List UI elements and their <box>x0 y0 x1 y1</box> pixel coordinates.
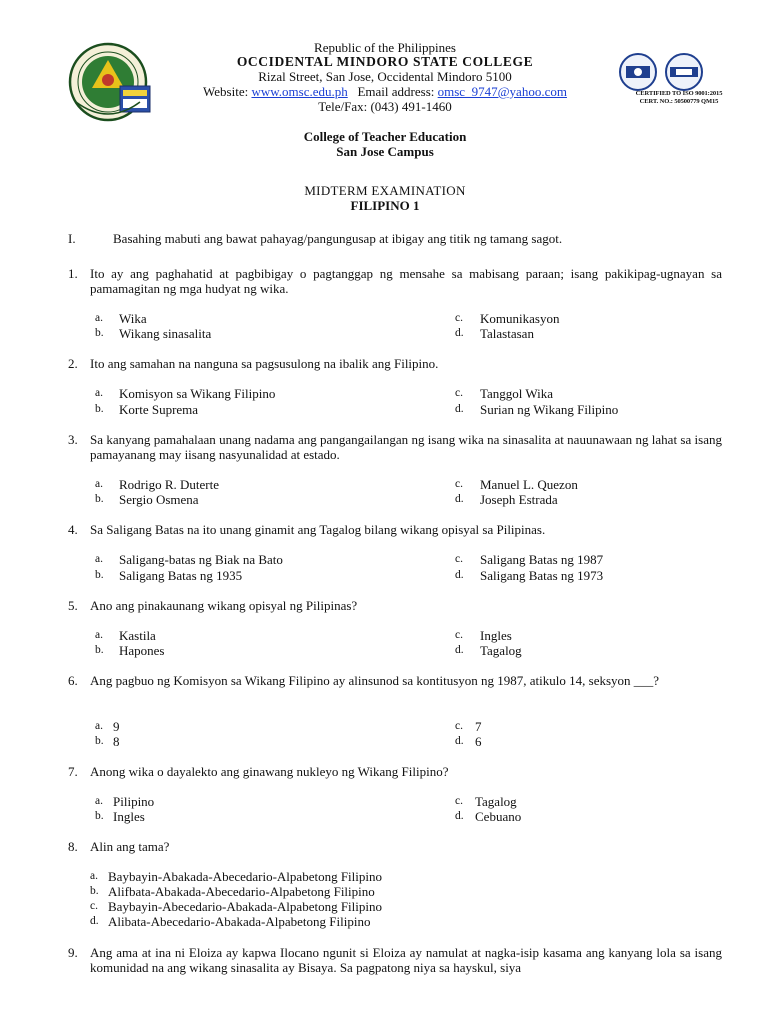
question-number: 6. <box>68 673 78 688</box>
option-text: Saligang Batas ng 1973 <box>480 568 604 583</box>
question-number: 3. <box>68 432 78 447</box>
email-label: Email address: <box>357 84 435 99</box>
option-letter: b. <box>95 810 104 822</box>
telfax-line: Tele/Fax: (043) 491-1460 <box>318 99 452 114</box>
option-letter: a. <box>95 478 103 490</box>
contact-line <box>150 84 620 100</box>
option-letter: a. <box>90 870 98 882</box>
option-letter: a. <box>95 720 103 732</box>
certification-text <box>606 90 752 106</box>
question-number: 1. <box>68 266 78 281</box>
option-text: Alibata-Abecedario-Abakada-Alpabetong Filipino <box>108 914 371 929</box>
question-text: Ang ama at ina ni Eloiza ay kapwa Ilocano ngunit si Eloiza ay namulat at nagka-isip kasama ang kanyang lola sa isang komunidad na ang wikang sinasalita ay Bisaya. Sa pagpatong niya sa hayskul, siya <box>90 945 722 975</box>
college-address: Rizal Street, San Jose, Occidental Mindoro 5100 <box>258 69 512 84</box>
option-text: 8 <box>113 734 120 749</box>
option-text: Ingles <box>480 628 512 643</box>
option-text: Komunikasyon <box>480 311 560 326</box>
option-text: 6 <box>475 734 482 749</box>
option-text: Rodrigo R. Duterte <box>119 477 220 492</box>
option-text: Cebuano <box>475 809 522 824</box>
question-number: 5. <box>68 598 78 613</box>
option-text: 9 <box>113 719 120 734</box>
college-seal-logo <box>68 42 156 128</box>
option-letter: b. <box>95 403 104 415</box>
exam-title: MIDTERM EXAMINATION <box>304 183 466 198</box>
republic-line: Republic of the Philippines <box>314 40 456 55</box>
option-letter: c. <box>455 629 463 641</box>
option-text: 7 <box>475 719 482 734</box>
option-letter: a. <box>95 795 103 807</box>
option-text: Kastila <box>119 628 156 643</box>
cert-number: CERT. NO.: 50500779 QM15 <box>639 98 719 105</box>
question-number: 2. <box>68 356 78 371</box>
email-link[interactable]: omsc_9747@yahoo.com <box>437 84 567 99</box>
option-letter: d. <box>455 810 464 822</box>
option-letter: b. <box>90 885 99 897</box>
question-text: Ito ay ang paghahatid at pagbibigay o pagtanggap ng mensahe sa mabisang paraan; isang pakikipag-ugnayan sa pamamagitan ng mga hudyat ng wika. <box>90 266 722 296</box>
exam-subject: FILIPINO 1 <box>350 198 420 213</box>
question-number: 4. <box>68 522 78 537</box>
option-letter: b. <box>95 735 104 747</box>
option-text: Baybayin-Abakada-Abecedario-Alpabetong Filipino <box>108 869 382 884</box>
department-name: College of Teacher Education <box>303 129 467 144</box>
question-text: Ano ang pinakaunang wikang opisyal ng Pilipinas? <box>90 598 358 613</box>
option-letter: b. <box>95 644 104 656</box>
option-text: Manuel L. Quezon <box>480 477 578 492</box>
option-text: Saligang Batas ng 1987 <box>480 552 604 567</box>
website-link[interactable]: www.omsc.edu.ph <box>251 84 348 99</box>
option-text: Hapones <box>119 643 165 658</box>
certified-label: CERTIFIED TO ISO 9001:2015 <box>635 90 723 97</box>
option-text: Ingles <box>113 809 145 824</box>
option-text: Talastasan <box>480 326 534 341</box>
question-text: Anong wika o dayalekto ang ginawang nukleyo ng Wikang Filipino? <box>90 764 449 779</box>
option-text: Alifbata-Abakada-Abecedario-Alpabetong Filipino <box>108 884 375 899</box>
campus-name: San Jose Campus <box>336 144 434 159</box>
option-letter: c. <box>455 553 463 565</box>
question-text: Ito ang samahan na nanguna sa pagsusulong na ibalik ang Filipino. <box>90 356 439 371</box>
option-letter: b. <box>95 569 104 581</box>
website-label: Website: <box>203 84 249 99</box>
instruction-numeral: I. <box>68 231 76 246</box>
option-letter: a. <box>95 629 103 641</box>
option-text: Tagalog <box>475 794 517 809</box>
option-text: Pilipino <box>113 794 155 809</box>
option-text: Komisyon sa Wikang Filipino <box>119 386 276 401</box>
question-text: Sa kanyang pamahalaan unang nadama ang pangangailangan ng isang wika na sinasalita at nauunawaan ng lahat sa isang pamayanang may iisang nasyunalidad at estado. <box>90 432 722 462</box>
option-letter: d. <box>455 493 464 505</box>
option-letter: c. <box>90 900 98 912</box>
option-letter: c. <box>455 387 463 399</box>
option-letter: b. <box>95 327 104 339</box>
option-letter: c. <box>455 312 463 324</box>
option-text: Sergio Osmena <box>119 492 199 507</box>
option-letter: c. <box>455 720 463 732</box>
option-text: Surian ng Wikang Filipino <box>480 402 619 417</box>
option-text: Joseph Estrada <box>480 492 558 507</box>
option-text: Korte Suprema <box>119 402 199 417</box>
question-text: Alin ang tama? <box>90 839 170 854</box>
question-text: Ang pagbuo ng Komisyon sa Wikang Filipino ay alinsunod sa kontitusyon ng 1987, atikulo 14, seksyon ___? <box>90 673 660 688</box>
question-number: 7. <box>68 764 78 779</box>
option-letter: d. <box>455 644 464 656</box>
option-text: Tagalog <box>480 643 522 658</box>
question-number: 9. <box>68 945 78 960</box>
option-letter: b. <box>95 493 104 505</box>
instruction-text: Basahing mabuti ang bawat pahayag/pangungusap at ibigay ang titik ng tamang sagot. <box>113 231 563 246</box>
option-text: Baybayin-Abecedario-Abakada-Alpabetong Filipino <box>108 899 382 914</box>
college-name: OCCIDENTAL MINDORO STATE COLLEGE <box>236 54 534 69</box>
option-letter: a. <box>95 312 103 324</box>
option-text: Wikang sinasalita <box>119 326 212 341</box>
option-letter: d. <box>455 569 464 581</box>
option-letter: a. <box>95 387 103 399</box>
question-text: Sa Saligang Batas na ito unang ginamit ang Tagalog bilang wikang opisyal sa Pilipinas. <box>90 522 546 537</box>
option-letter: d. <box>90 915 99 927</box>
option-text: Wika <box>119 311 147 326</box>
option-letter: c. <box>455 478 463 490</box>
option-text: Tanggol Wika <box>480 386 554 401</box>
question-number: 8. <box>68 839 78 854</box>
option-text: Saligang Batas ng 1935 <box>119 568 243 583</box>
option-letter: c. <box>455 795 463 807</box>
option-letter: d. <box>455 327 464 339</box>
option-letter: a. <box>95 553 103 565</box>
option-text: Saligang-batas ng Biak na Bato <box>119 552 283 567</box>
option-letter: d. <box>455 403 464 415</box>
option-letter: d. <box>455 735 464 747</box>
